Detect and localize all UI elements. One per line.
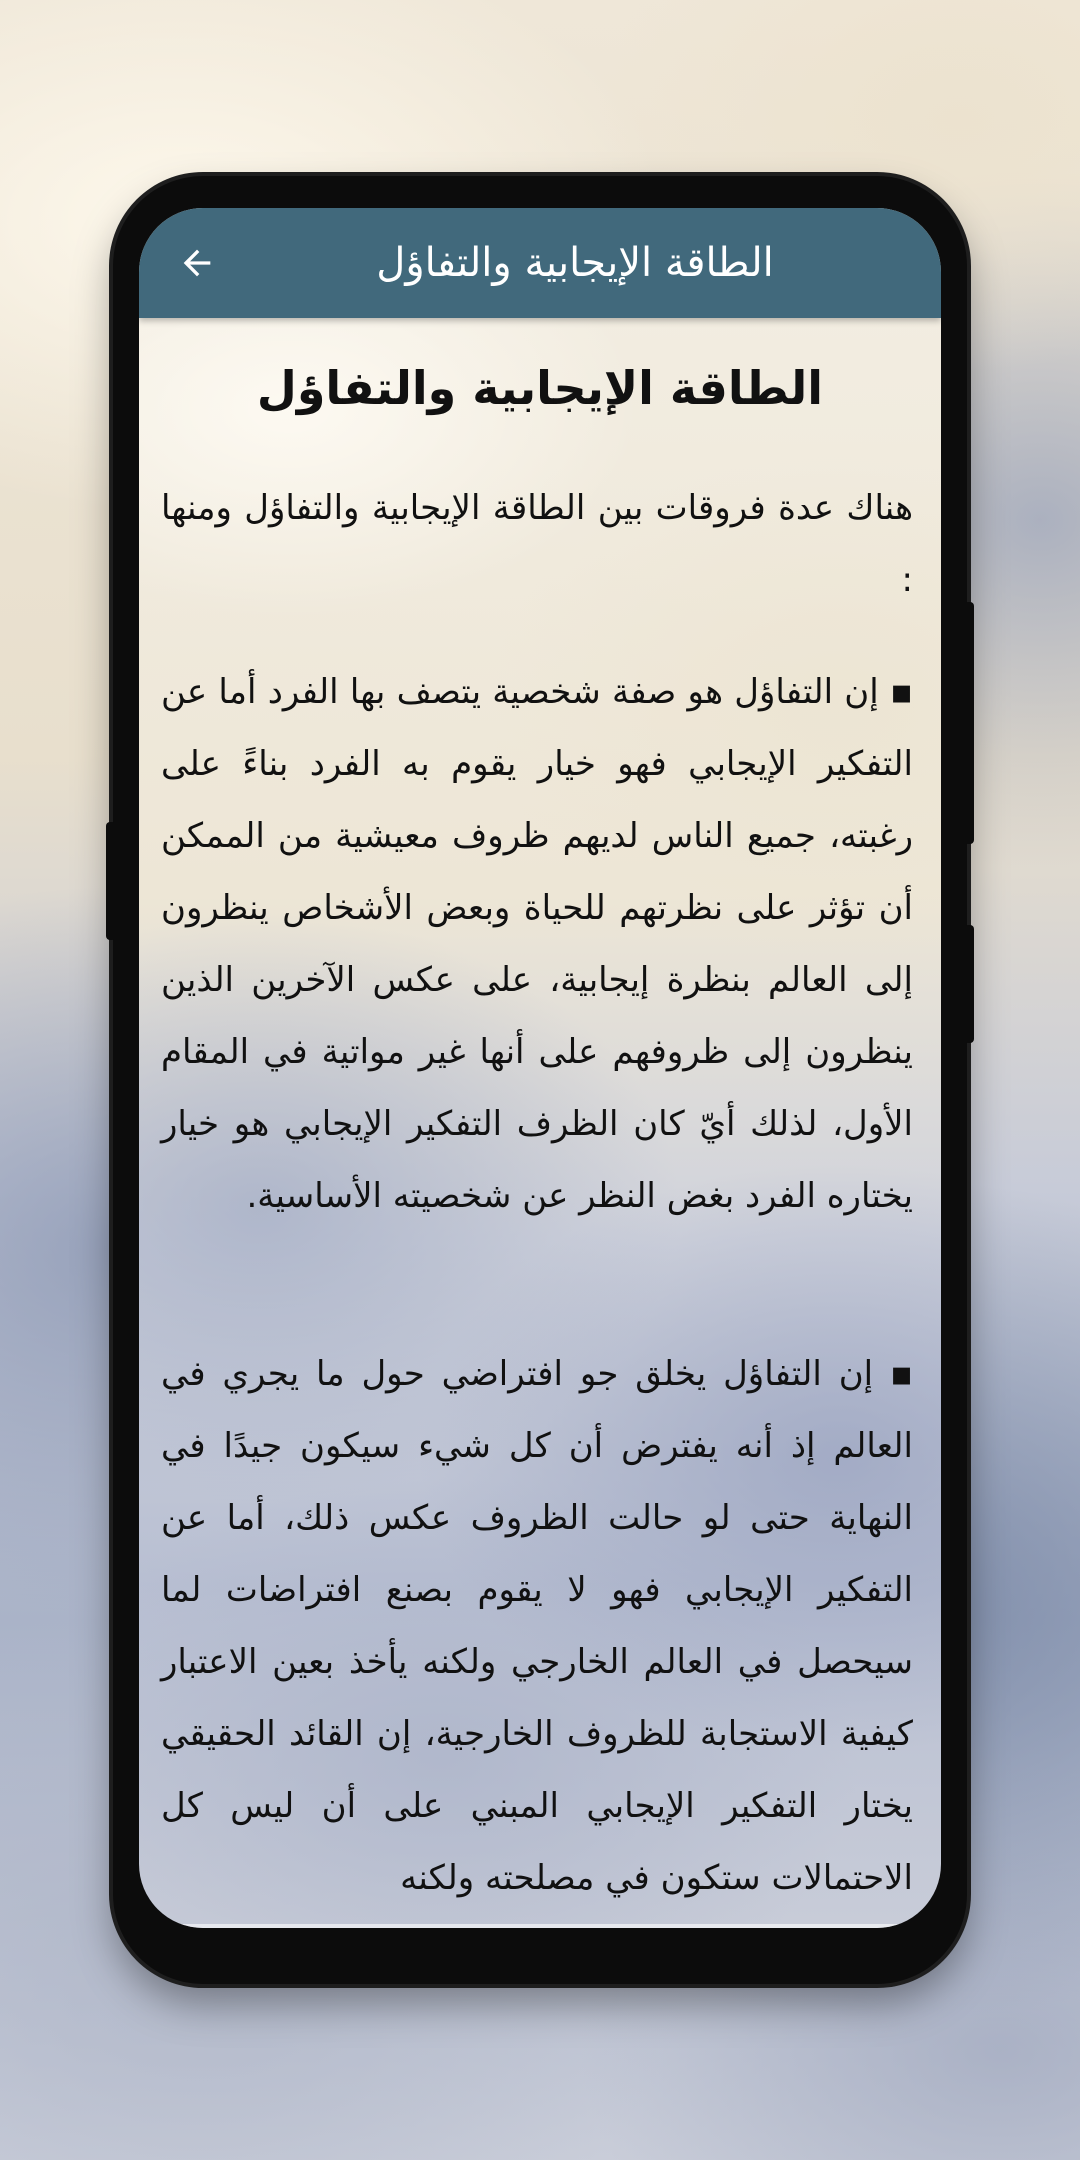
article-paragraph: ▪ إن التفاؤل يخلق جو افتراضي حول ما يجري في العالم إذ أنه يفترض أن كل شيء سيكون جيدًا في النهاية حتى لو حالت الظروف عكس ذلك، أما عن التفكير الإيجابي فهو لا يقوم بصنع افتراضات لما سيحصل في العالم الخارجي ولكنه يأخذ بعين الاعتبار كيفية الاستجابة للظروف الخارجية، إن القائد الحقيقي يختار التفكير الإيجابي المبني على أن ليس كل الاحتمالات ستكون في مصلحته ولكنه [161,1354,913,1898]
screen-bottom-edge [179,1924,901,1928]
phone-screen [139,208,941,1928]
back-button[interactable] [163,229,231,297]
article-paragraph: ▪ إن التفاؤل هو صفة شخصية يتصف بها الفرد أما عن التفكير الإيجابي فهو خيار يقوم به الفرد بناءً على رغبته، جميع الناس لديهم ظروف معيشية من الممكن أن تؤثر على نظرتهم للحياة وبعض الأشخاص ينظرون إلى العالم بنظرة إيجابية، على عكس الآخرين الذين ينظرون إلى ظروفهم على أنها غير مواتية في المقام الأول، لذلك أيّ كان الظرف التفكير الإيجابي هو خيار يختاره الفرد بغض النظر عن شخصيته الأساسية. [161,672,913,1216]
phone-volume-button [964,602,974,844]
phone-side-button [106,822,116,940]
phone-power-button [964,925,974,1043]
app-bar-title: الطاقة الإيجابية والتفاؤل [376,240,774,286]
article-intro: هناك عدة فروقات بين الطاقة الإيجابية والتفاؤل ومنها : [161,488,913,600]
app-bar [139,208,941,318]
arrow-left-icon [177,243,217,283]
article-content[interactable] [139,318,941,1928]
article-title: الطاقة الإيجابية والتفاؤل [256,361,824,415]
